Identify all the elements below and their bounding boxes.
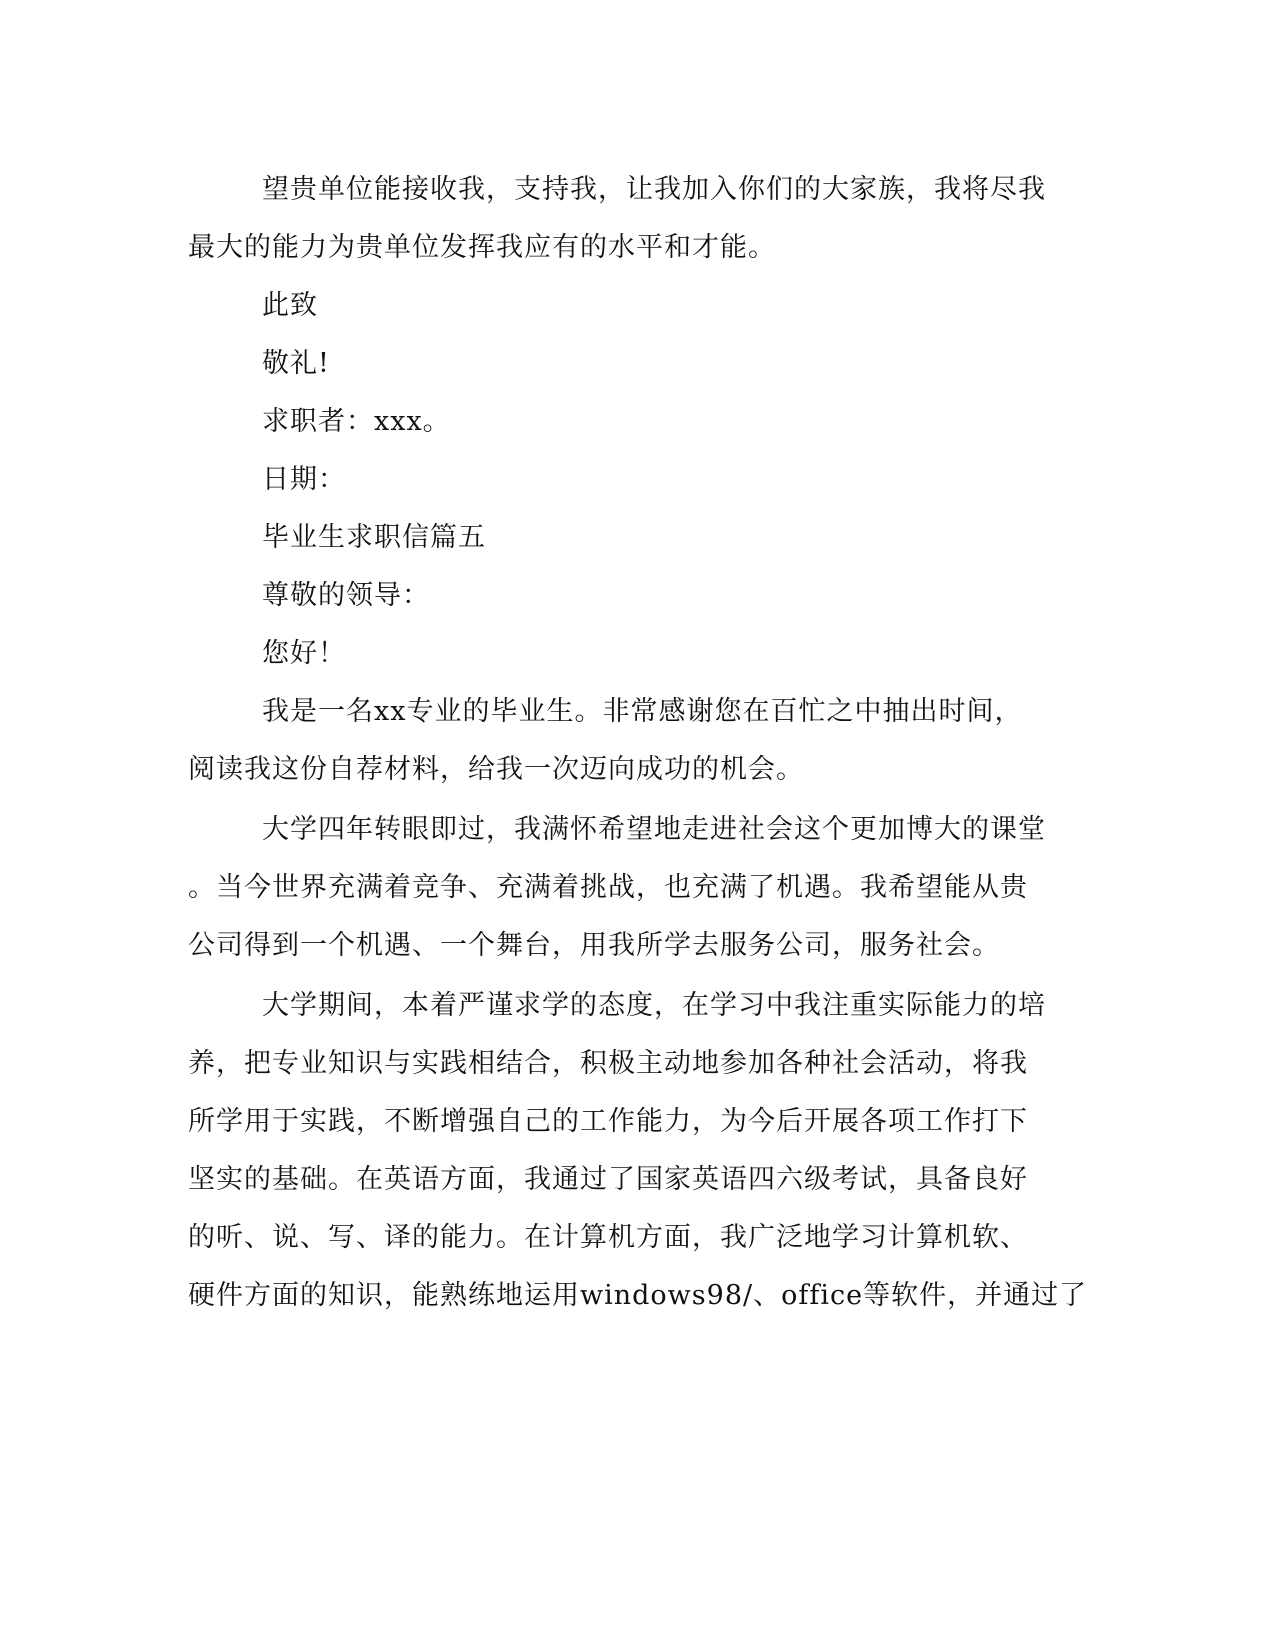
paragraph-line: 我是一名xx专业的毕业生。非常感谢您在百忙之中抽出时间， (262, 696, 1023, 727)
closing-line: 此致 (262, 290, 318, 321)
paragraph-line: 硬件方面的知识，能熟练地运用windows98/、office等软件，并通过了 (188, 1280, 1088, 1311)
paragraph-line: 最大的能力为贵单位发挥我应有的水平和才能。 (188, 232, 776, 263)
greeting-line: 您好！ (262, 638, 346, 669)
salutation-line: 尊敬的领导： (262, 580, 430, 611)
paragraph-line: 的听、说、写、译的能力。在计算机方面，我广泛地学习计算机软、 (188, 1222, 1028, 1253)
paragraph-line: 坚实的基础。在英语方面，我通过了国家英语四六级考试，具备良好 (188, 1164, 1028, 1195)
paragraph-line: 阅读我这份自荐材料，给我一次迈向成功的机会。 (188, 754, 804, 785)
paragraph-line: 望贵单位能接收我，支持我，让我加入你们的大家族，我将尽我 (262, 174, 1046, 205)
paragraph-line: 大学期间，本着严谨求学的态度，在学习中我注重实际能力的培 (262, 990, 1046, 1021)
closing-line: 敬礼! (262, 348, 330, 379)
paragraph-line: 。当今世界充满着竞争、充满着挑战，也充满了机遇。我希望能从贵 (188, 872, 1028, 903)
section-heading: 毕业生求职信篇五 (262, 522, 486, 553)
applicant-line: 求职者：xxx。 (262, 406, 451, 437)
paragraph-line: 公司得到一个机遇、一个舞台，用我所学去服务公司，服务社会。 (188, 930, 1000, 961)
paragraph-line: 养，把专业知识与实践相结合，积极主动地参加各种社会活动，将我 (188, 1048, 1028, 1079)
paragraph-line: 所学用于实践，不断增强自己的工作能力，为今后开展各项工作打下 (188, 1106, 1028, 1137)
paragraph-line: 大学四年转眼即过，我满怀希望地走进社会这个更加博大的课堂 (262, 814, 1046, 845)
date-line: 日期： (262, 464, 346, 495)
